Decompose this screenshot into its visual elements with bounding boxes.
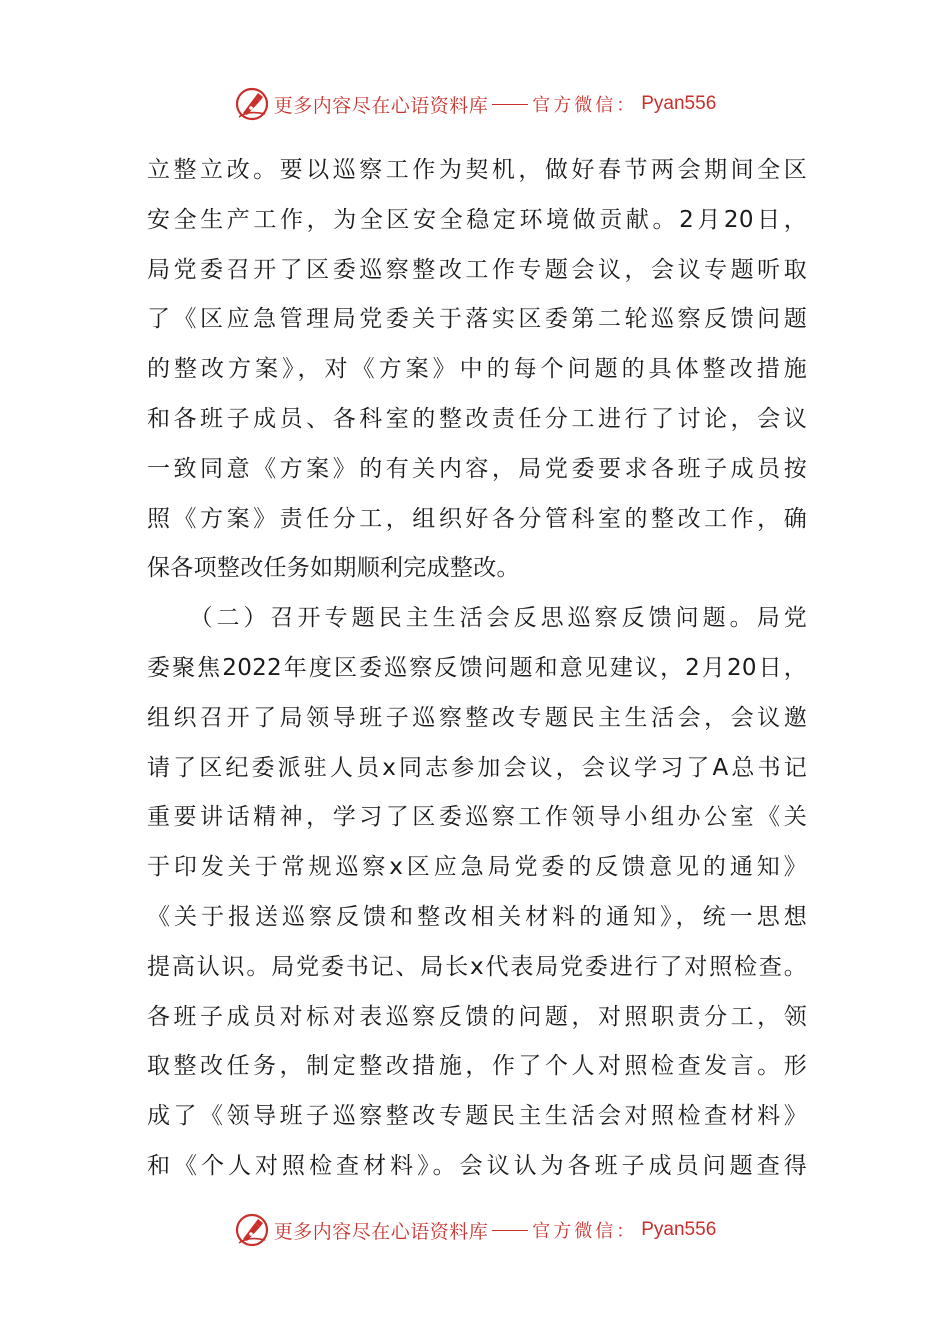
banner-dash — [492, 1230, 528, 1231]
text-line: 提高认识。局党委书记、局长x代表局党委进行了对照检查。 — [147, 953, 807, 980]
text-line: 了《区应急管理局党委关于落实区委第二轮巡察反馈问题 — [147, 306, 807, 333]
text-line: 组织召开了局领导班子巡察整改专题民主生活会，会议邀 — [147, 704, 807, 731]
text-line: 照《方案》责任分工，组织好各分管科室的整改工作，确 — [147, 505, 807, 532]
banner-site-text: 更多内容尽在心语资料库 — [273, 1220, 489, 1243]
text-line: 安全生产工作，为全区安全稳定环境做贡献。2月20日， — [147, 206, 807, 233]
text-line: 和各班子成员、各科室的整改责任分工进行了讨论，会议 — [147, 405, 807, 432]
header-banner — [0, 84, 950, 124]
text-line: 取整改任务，制定整改措施，作了个人对照检查发言。形 — [147, 1053, 807, 1080]
text-line: 成了《领导班子巡察整改专题民主生活会对照检查材料》 — [147, 1103, 807, 1130]
footer-banner — [0, 1210, 950, 1250]
text-line: 各班子成员对标对表巡察反馈的问题，对照职责分工，领 — [147, 1003, 807, 1030]
text-line: 和《个人对照检查材料》。会议认为各班子成员问题查得 — [147, 1152, 807, 1179]
pen-nib-logo-icon — [234, 1212, 270, 1248]
section-heading-line: （二）召开专题民主生活会反思巡察反馈问题。局党 — [147, 605, 807, 632]
text-line: 立整立改。要以巡察工作为契机，做好春节两会期间全区 — [147, 157, 807, 183]
text-line: 的整改方案》，对《方案》中的每个问题的具体整改措施 — [147, 356, 807, 383]
text-line: 重要讲话精神，学习了区委巡察工作领导小组办公室《关 — [147, 804, 807, 831]
banner-wechat-label: 官方微信： — [532, 1221, 638, 1242]
pen-nib-logo-icon — [234, 86, 270, 122]
document-body — [147, 146, 807, 1192]
text-line: 委聚焦2022年度区委巡察反馈问题和意见建议，2月20日， — [147, 654, 807, 681]
banner-dash — [492, 104, 528, 105]
text-line: 《关于报送巡察反馈和整改相关材料的通知》，统一思想 — [147, 903, 807, 930]
banner-wechat-id: Pyan556 — [641, 93, 717, 114]
banner-wechat-label: 官方微信： — [532, 95, 638, 116]
paragraph-end-line: 保各项整改任务如期顺利完成整改。 — [147, 555, 520, 582]
text-line: 于印发关于常规巡察x区应急局党委的反馈意见的通知》 — [147, 854, 807, 881]
text-line: 局党委召开了区委巡察整改工作专题会议，会议专题听取 — [147, 256, 807, 283]
banner-site-text: 更多内容尽在心语资料库 — [273, 94, 489, 117]
banner-wechat-id: Pyan556 — [641, 1219, 717, 1240]
text-line: 请了区纪委派驻人员x同志参加会议，会议学习了A总书记 — [147, 754, 807, 781]
text-line: 一致同意《方案》的有关内容，局党委要求各班子成员按 — [147, 455, 807, 482]
